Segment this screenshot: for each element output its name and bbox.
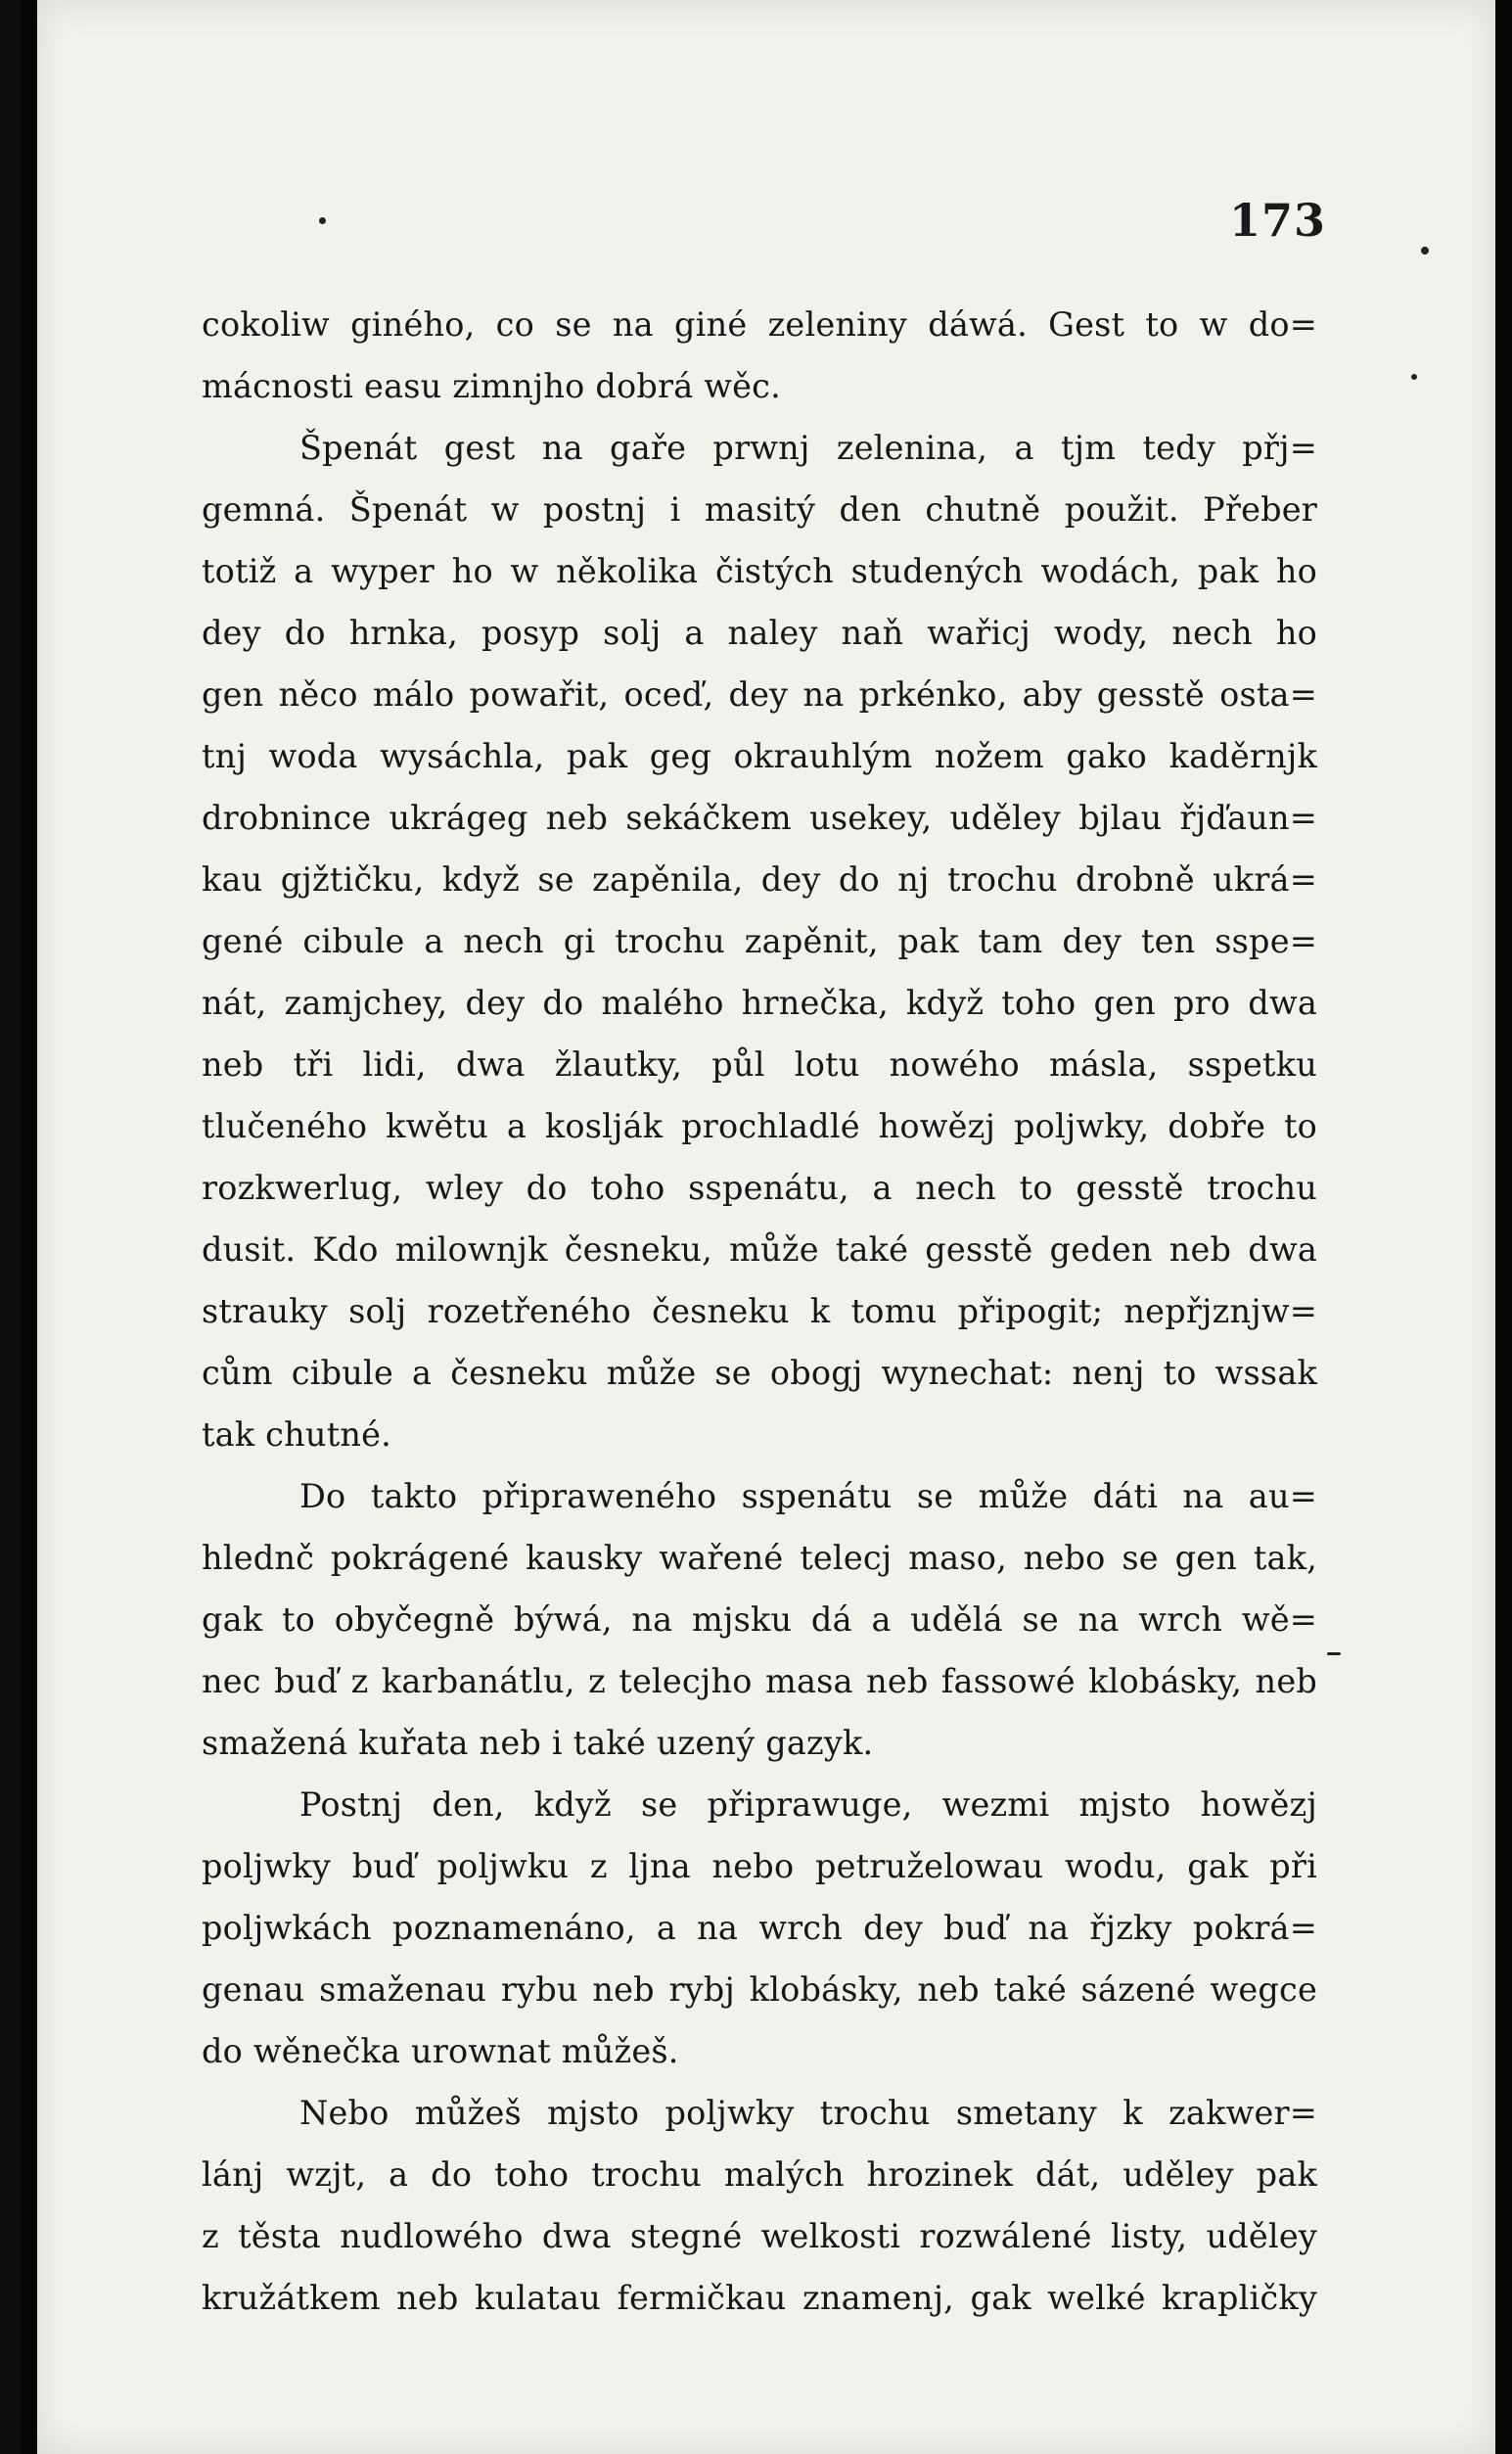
ink-speck xyxy=(1327,1652,1341,1655)
text-line: tlučeného kwětu a koslják prochladlé howězj poljwky, dobře to xyxy=(202,1107,1317,1145)
page-number: 173 xyxy=(1229,194,1327,247)
text-line: poljwky buď poljwku z ljna nebo petruželowau wodu, gak při xyxy=(202,1847,1317,1885)
text-line: gemná. Špenát w postnj i masitý den chutně použit. Přeber xyxy=(202,490,1317,529)
text-line: rozkwerlug, wley do toho sspenátu, a nech to gesstě trochu xyxy=(202,1169,1317,1207)
text-line: tak chutné. xyxy=(202,1415,392,1454)
adjacent-page-edge xyxy=(0,0,22,2454)
ink-speck xyxy=(319,217,326,224)
text-line: gené cibule a nech gi trochu zapěnit, pak tam dey ten sspe= xyxy=(202,922,1317,960)
text-line: dey do hrnka, posyp solj a naley naň wařicj wody, nech ho xyxy=(202,614,1317,652)
text-line: Postnj den, když se připrawuge, wezmi mjsto howězj xyxy=(299,1785,1317,1824)
text-line: Do takto připraweného sspenátu se může dáti na au= xyxy=(299,1477,1317,1515)
body-text xyxy=(202,294,1317,2329)
text-line: kau gjžtičku, když se zapěnila, dey do nj trochu drobně ukrá= xyxy=(202,860,1317,899)
text-line: smažená kuřata neb i také uzený gazyk. xyxy=(202,1724,874,1762)
text-line: lánj wzjt, a do toho trochu malých hrozinek dát, uděley pak xyxy=(202,2155,1317,2194)
text-line: Špenát gest na gaře prwnj zelenina, a tjm tedy přj= xyxy=(299,429,1317,467)
text-line: gak to obyčegně býwá, na mjsku dá a udělá se na wrch wě= xyxy=(202,1600,1317,1639)
text-line: z těsta nudlowého dwa stegné welkosti rozwálené listy, uděley xyxy=(202,2217,1317,2255)
text-line: mácnosti easu zimnjho dobrá wěc. xyxy=(202,367,781,405)
text-line: do wěnečka urownat můžeš. xyxy=(202,2032,679,2070)
text-line: tnj woda wysáchla, pak geg okrauhlým nožem gako kaděrnjk xyxy=(202,737,1317,775)
ink-speck xyxy=(1411,374,1417,380)
text-line: gen něco málo powařit, oceď, dey na prkénko, aby gesstě osta= xyxy=(202,675,1317,714)
text-line: Nebo můžeš mjsto poljwky trochu smetany k zakwer= xyxy=(299,2094,1317,2132)
ink-speck xyxy=(1421,247,1429,255)
text-line: neb tři lidi, dwa žlautky, půl lotu nowého másla, sspetku xyxy=(202,1045,1317,1084)
text-line: nát, zamjchey, dey do malého hrnečka, když toho gen pro dwa xyxy=(202,984,1317,1022)
text-line: nec buď z karbanátlu, z telecjho masa neb fassowé klobásky, neb xyxy=(202,1662,1317,1700)
text-line: poljwkách poznamenáno, a na wrch dey buď na řjzky pokrá= xyxy=(202,1909,1317,1947)
text-line: dusit. Kdo milownjk česneku, může také gesstě geden neb dwa xyxy=(202,1230,1317,1269)
text-line: cům cibule a česneku může se obogj wynechat: nenj to wssak xyxy=(202,1354,1317,1392)
text-line: kružátkem neb kulatau fermičkau znamenj, gak welké krapličky xyxy=(202,2279,1317,2317)
text-line: drobnince ukrágeg neb sekáčkem usekey, uděley bjlau řjďaun= xyxy=(202,799,1317,837)
text-line: cokoliw giného, co se na giné zeleniny dáwá. Gest to w do= xyxy=(202,305,1317,344)
text-line: strauky solj rozetřeného česneku k tomu připogit; nepřjznjw= xyxy=(202,1292,1317,1330)
text-line: totiž a wyper ho w několika čistých studených wodách, pak ho xyxy=(202,552,1317,590)
text-line: genau smaženau rybu neb rybj klobásky, neb také sázené wegce xyxy=(202,1970,1317,2009)
book-page xyxy=(37,0,1495,2454)
text-line: hlednč pokrágené kausky wařené telecj maso, nebo se gen tak, xyxy=(202,1539,1317,1577)
